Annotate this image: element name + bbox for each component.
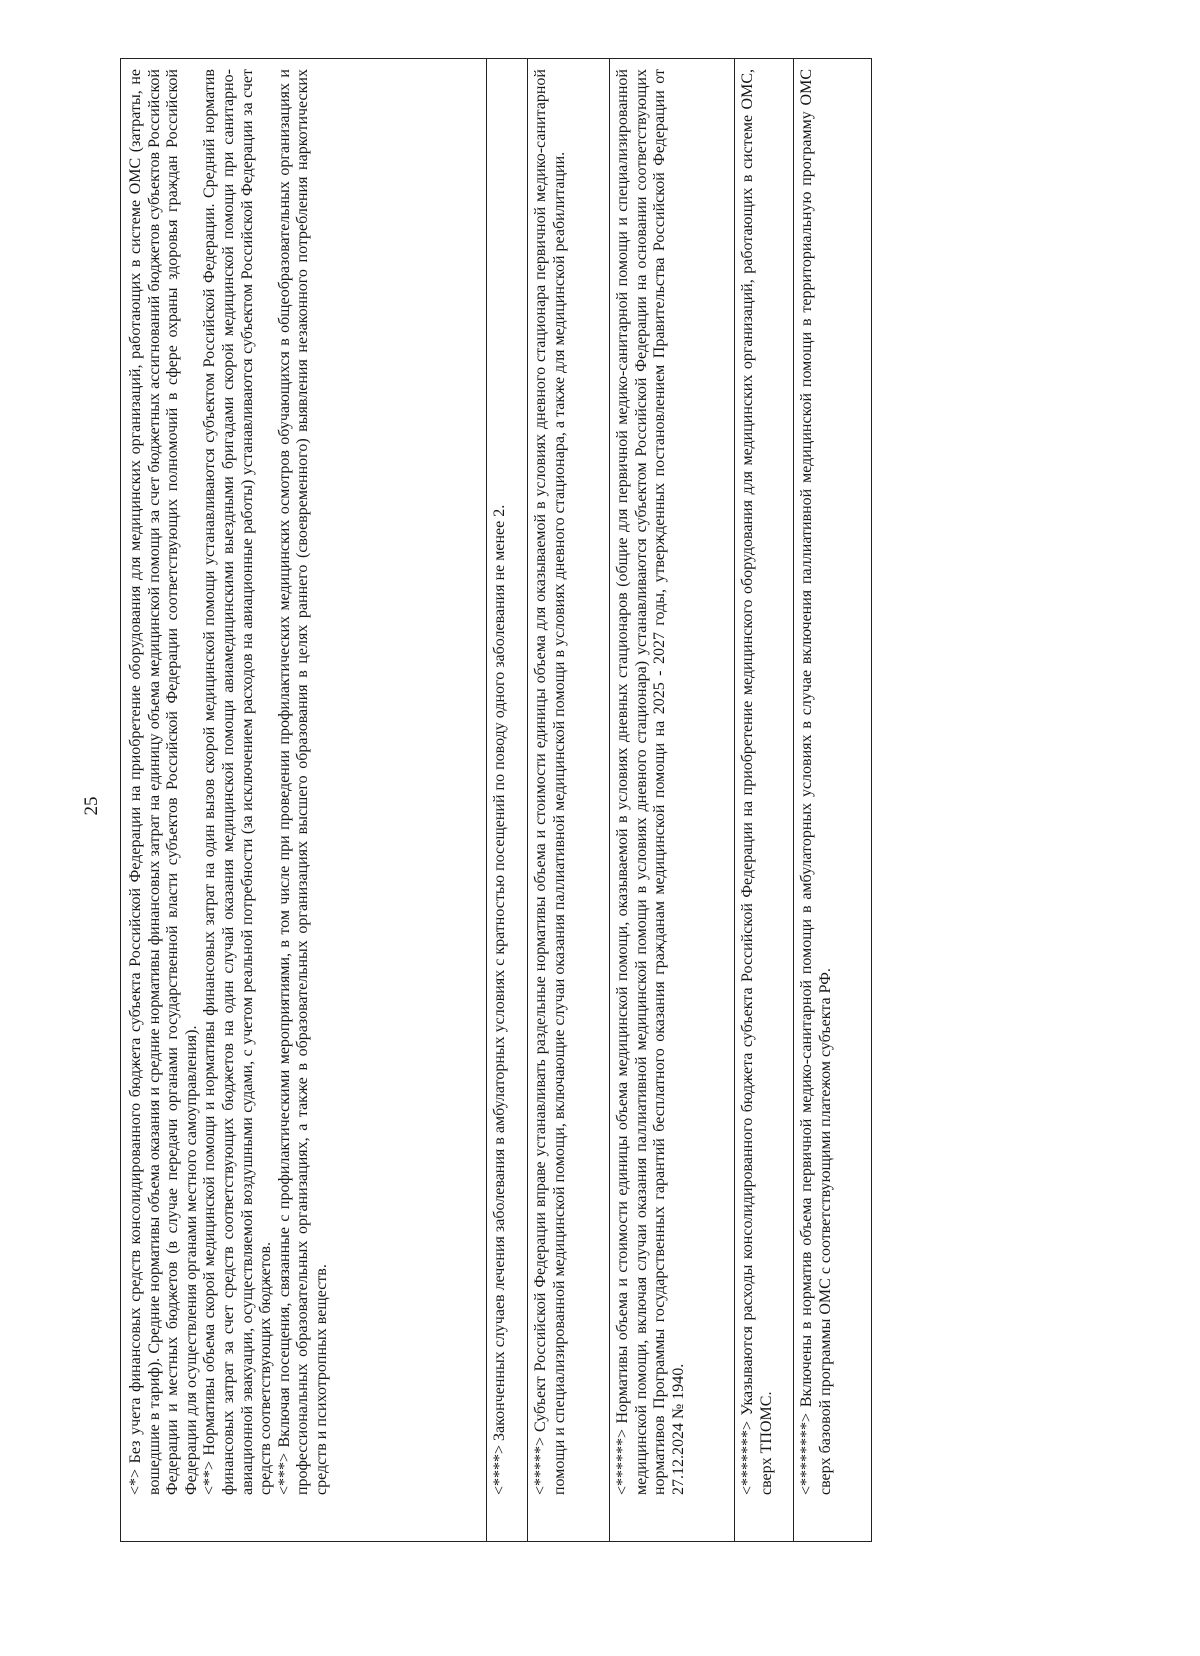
footnote-2: <**> Нормативы объема скорой медицинской помощи и нормативы финансовых затрат на один вызов скорой медицинской помощи устанавливаются субъектом Российской Федерации. Средний норматив финансовых затрат за счет средств соответствующих бюджетов на один случай оказания медицинской помощи авиамедицинскими выездными бригадами скорой медицинской помощи при санитарно-авиационной эвакуации, осуществляемой воздушными судами, с учетом реальной потребности (за исключением расходов на авиационные работы) устанавливаются субъектом Российской Федерации за счет средств соответствующих бюджетов. [201, 69, 275, 1495]
footnote-block-5 [735, 59, 794, 1541]
footnote-1: <*> Без учета финансовых средств консолидированного бюджета субъекта Российской Федерации на приобретение оборудования для медицинских организаций, работающих в системе ОМС (затраты, не вошедшие в тариф). Средние нормативы объема оказания и средние нормативы финансовых затрат на единицу объема медицинской помощи за счет бюджетных ассигнований бюджетов субъектов Российской Федерации и местных бюджетов (в случае передачи органами государственной власти субъектов Российской Федерации соответствующих полномочий в сфере охраны здоровья граждан Российской Федерации для осуществления органами местного самоуправления). [127, 69, 200, 1495]
footnote-5: <*****> Субъект Российской Федерации вправе устанавливать раздельные нормативы объема и стоимости единицы объема для оказываемой в условиях дневного стационара первичной медико-санитарной помощи и специализированной медицинской помощи, включающие случаи оказания паллиативной медицинской помощи в условиях дневного стационара, а также для медицинской реабилитации. [532, 69, 568, 1495]
footnote-6: <******> Нормативы объема и стоимости единицы объема медицинской помощи, оказываемой в условиях дневных стационаров (общие для первичной медико-санитарной помощи и специализированной медицинской помощи, включая случаи оказания паллиативной медицинской помощи в условиях дневного стационара) устанавливаются субъектом Российской Федерации на основании соответствующих нормативов Программы государственных гарантий бесплатного оказания гражданам медицинской помощи на 2025 - 2027 годы, утвержденных постановлением Правительства Российской Федерации от 27.12.2024 № 1940. [614, 69, 687, 1495]
footnote-block-2 [487, 59, 528, 1541]
footnote-block-1 [121, 59, 487, 1541]
footnote-block-3 [528, 59, 610, 1541]
footnotes-table [120, 58, 872, 1542]
page-number: 25 [81, 796, 102, 816]
footnote-3: <***> Включая посещения, связанные с профилактическими мероприятиями, в том числе при проведении профилактических медицинских осмотров обучающихся в общеобразовательных организациях и профессиональных образовательных организациях, а также в образовательных организациях высшего образования в целях раннего (своевременного) выявления незаконного потребления наркотических средств и психотропных веществ. [275, 69, 330, 1495]
rotated-page-content [120, 58, 872, 1542]
footnote-8: <********> Включены в норматив объема первичной медико-санитарной помощи в амбулаторных условиях в случае включения паллиативной медицинской помощи в территориальную программу ОМС сверх базовой программы ОМС с соответствующими платежом субъекта РФ. [798, 69, 834, 1495]
footnote-block-4 [610, 59, 735, 1541]
footnote-block-6 [794, 59, 871, 1541]
footnote-4: <****> Законченных случаев лечения заболевания в амбулаторных условиях с кратностью посещений по поводу одного заболевания не менее 2. [491, 504, 508, 1495]
footnote-7: <*******> Указываются расходы консолидированного бюджета субъекта Российской Федерации на приобретение медицинского оборудования для медицинских организаций, работающих в системе ОМС, сверх ТПОМС. [739, 69, 775, 1495]
